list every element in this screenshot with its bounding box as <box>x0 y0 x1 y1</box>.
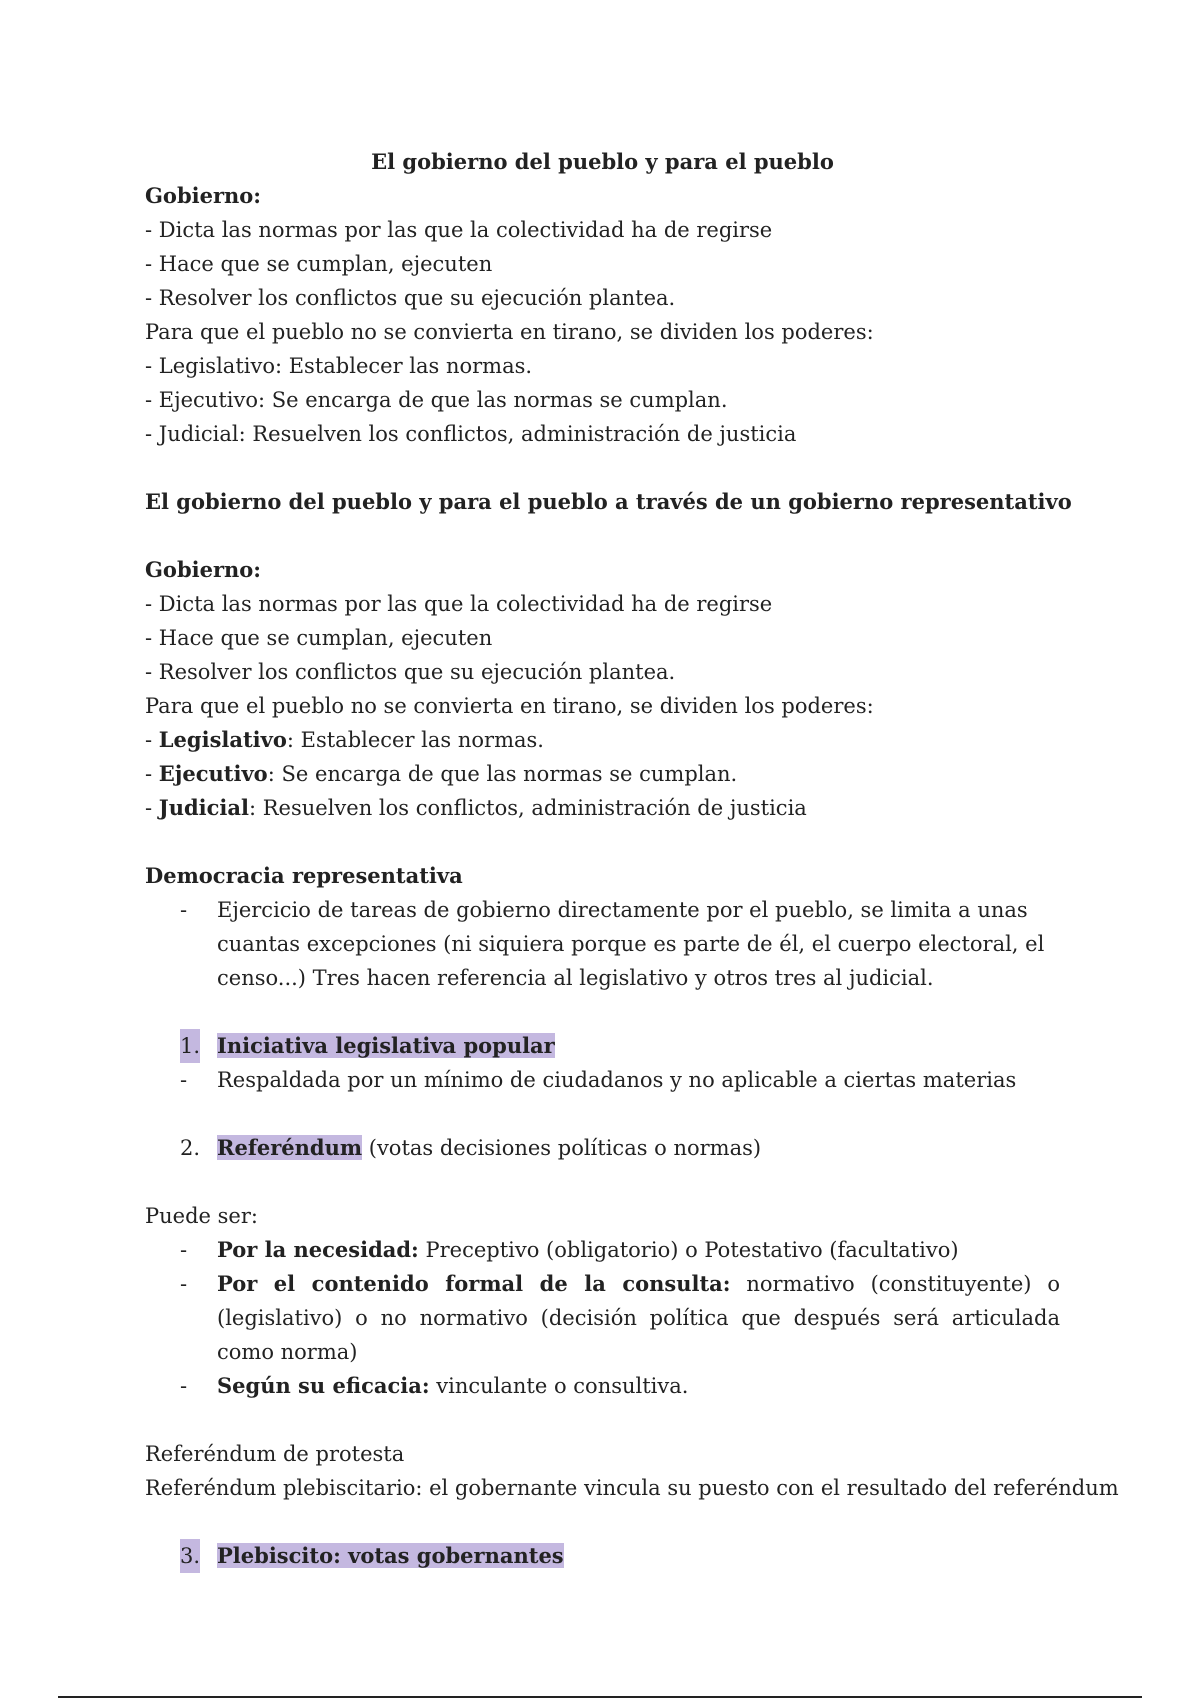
power-name: Judicial <box>158 795 249 820</box>
power-desc: : Se encarga de que las normas se cumplan. <box>267 762 738 786</box>
bullet-marker: - <box>180 1272 188 1296</box>
puede-ser: Puede ser: <box>145 1204 258 1228</box>
page-bottom-rule <box>58 1696 1142 1698</box>
section1-intro: Para que el pueblo no se convierta en tirano, se dividen los poderes: <box>145 320 874 344</box>
power-desc: : Establecer las normas. <box>286 728 544 752</box>
democracy-heading: Democracia representativa <box>145 863 463 888</box>
section2-power <box>145 791 1060 825</box>
section1-item: - Hace que se cumplan, ejecuten <box>145 252 493 276</box>
dash: - <box>145 762 159 786</box>
document-title: El gobierno del pueblo y para el pueblo <box>371 149 834 174</box>
bullet-marker: - <box>180 1238 188 1262</box>
power-name: Ejecutivo <box>158 761 268 786</box>
bullet-text: Ejercicio de tareas de gobierno directamente por el pueblo, se limita a unas cuantas excepciones (ni siquiera porque es parte de él, el cuerpo electoral, el censo...) Tres hacen referencia al legislativo y otros tres al judicial. <box>217 898 1045 990</box>
section1-item: - Dicta las normas por las que la colectividad ha de regirse <box>145 218 773 242</box>
numbered-item-2 <box>145 1131 1060 1165</box>
type-bullet <box>145 1369 1060 1403</box>
item-number: 1. <box>180 1029 200 1063</box>
referendum-protest: Referéndum de protesta <box>145 1442 405 1466</box>
item-desc: (votas decisiones políticas o normas) <box>362 1136 762 1160</box>
type-text: Preceptivo (obligatorio) o Potestativo (facultativo) <box>418 1238 959 1262</box>
item-title: Iniciativa legislativa popular <box>217 1033 555 1058</box>
type-bullet <box>145 1233 1060 1267</box>
section2-subheading: Gobierno: <box>145 557 262 582</box>
section2-intro: Para que el pueblo no se convierta en tirano, se dividen los poderes: <box>145 694 874 718</box>
document-page <box>145 145 1119 1573</box>
type-label: Según su eficacia: <box>217 1373 430 1398</box>
referendum-plebiscitary: Referéndum plebiscitario: el gobernante vincula su puesto con el resultado del referéndum <box>145 1476 1119 1500</box>
spacer <box>145 519 1060 553</box>
bullet-marker: - <box>180 898 188 922</box>
item1-bullet <box>145 1063 1060 1097</box>
type-label: Por el contenido formal de la consulta: <box>217 1271 731 1296</box>
section1-power: - Judicial: Resuelven los conflictos, administración de justicia <box>145 422 797 446</box>
spacer <box>145 1097 1060 1131</box>
section2-item: - Hace que se cumplan, ejecuten <box>145 626 493 650</box>
spacer <box>145 825 1060 859</box>
type-text: normativo (constituyente) o (legislativo) o no normativo (decisión política que después será articulada como norma) <box>217 1272 1060 1364</box>
bullet-text: Respaldada por un mínimo de ciudadanos y no aplicable a ciertas materias <box>217 1068 1017 1092</box>
dash: - <box>145 796 159 820</box>
section1-heading: Gobierno: <box>145 183 262 208</box>
section1-power: - Ejecutivo: Se encarga de que las normas se cumplan. <box>145 388 728 412</box>
numbered-item-3 <box>145 1539 1060 1573</box>
power-name: Legislativo <box>158 727 287 752</box>
item-title: Referéndum <box>217 1135 363 1160</box>
section1-power: - Legislativo: Establecer las normas. <box>145 354 533 378</box>
item-title: Plebiscito: votas gobernantes <box>217 1543 564 1568</box>
spacer <box>145 1403 1060 1437</box>
item-number: 2. <box>180 1136 201 1160</box>
section1-item: - Resolver los conflictos que su ejecución plantea. <box>145 286 676 310</box>
section2-power <box>145 757 1060 791</box>
numbered-item-1 <box>145 1029 1060 1063</box>
spacer <box>145 1505 1060 1539</box>
type-bullet <box>145 1267 1060 1369</box>
dash: - <box>145 728 159 752</box>
item-number: 3. <box>180 1539 200 1573</box>
section2-power <box>145 723 1060 757</box>
spacer <box>145 451 1060 485</box>
bullet-marker: - <box>180 1374 188 1398</box>
spacer <box>145 995 1060 1029</box>
power-desc: : Resuelven los conflictos, administración de justicia <box>249 796 807 820</box>
democracy-intro-bullet <box>145 893 1060 995</box>
spacer <box>145 1165 1060 1199</box>
bullet-marker: - <box>180 1068 188 1092</box>
section2-item: - Dicta las normas por las que la colectividad ha de regirse <box>145 592 773 616</box>
type-text: vinculante o consultiva. <box>429 1374 689 1398</box>
section2-heading: El gobierno del pueblo y para el pueblo a través de un gobierno representativo <box>145 489 1072 514</box>
type-label: Por la necesidad: <box>217 1237 419 1262</box>
section2-item: - Resolver los conflictos que su ejecución plantea. <box>145 660 676 684</box>
